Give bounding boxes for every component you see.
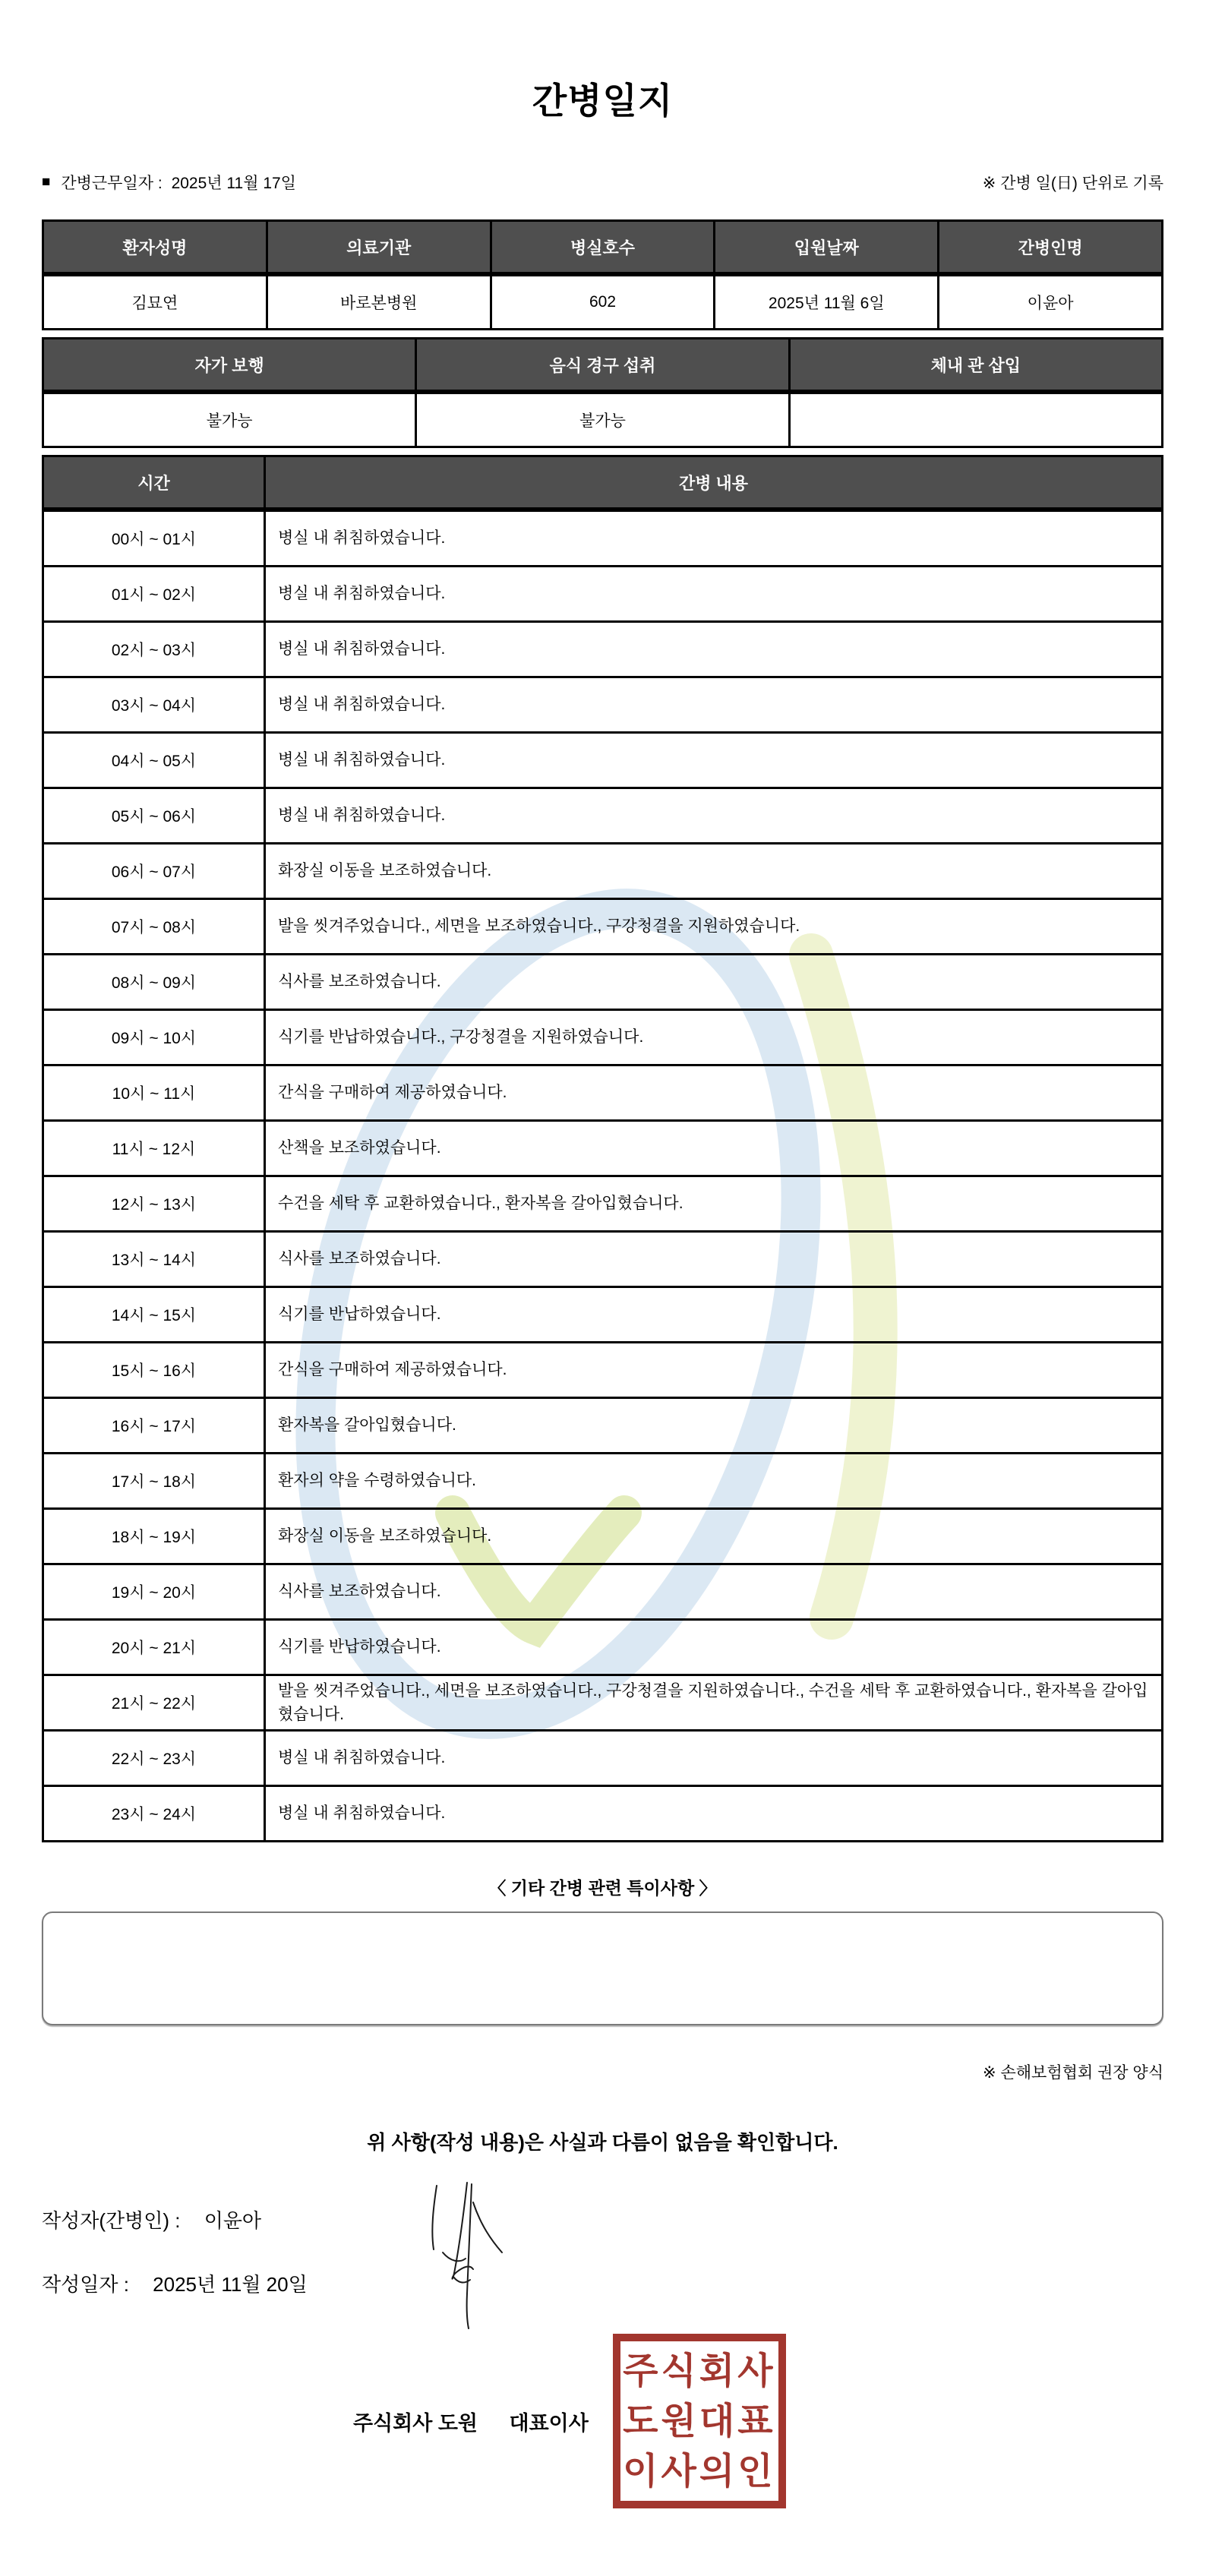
- column-header-admission-date: 입원날짜: [715, 221, 939, 275]
- care-content-cell: 병실 내 취침하였습니다.: [265, 1786, 1163, 1842]
- stamp-text-row: 주식회사: [623, 2350, 776, 2392]
- table-row: [43, 788, 1163, 844]
- patient-info-table: [42, 219, 1163, 330]
- table-row: [43, 1731, 1163, 1786]
- column-header-patient-name: 환자성명: [43, 221, 267, 275]
- time-range-cell: 18시 ~ 19시: [43, 1509, 265, 1564]
- patient-name-value: 김묘연: [43, 274, 267, 330]
- time-range-cell: 16시 ~ 17시: [43, 1398, 265, 1454]
- table-row: [43, 1786, 1163, 1842]
- corporate-seal-stamp: [613, 2334, 786, 2508]
- time-range-cell: 17시 ~ 18시: [43, 1454, 265, 1509]
- table-row: [43, 392, 1163, 447]
- written-date-value: 2025년 11월 20일: [153, 2273, 308, 2296]
- handwritten-signature: [420, 2180, 519, 2331]
- care-content-cell: 발을 씻겨주었습니다., 세면을 보조하였습니다., 구강청결을 지원하였습니다.: [265, 899, 1163, 955]
- care-content-cell: 식기를 반납하였습니다.: [265, 1287, 1163, 1343]
- care-content-cell: 식기를 반납하였습니다.: [265, 1620, 1163, 1675]
- care-content-cell: 환자복을 갈아입혔습니다.: [265, 1398, 1163, 1454]
- time-range-cell: 01시 ~ 02시: [43, 567, 265, 622]
- column-header-care-content: 간병 내용: [265, 456, 1163, 510]
- care-content-cell: 병실 내 취침하였습니다.: [265, 677, 1163, 733]
- care-content-cell: 병실 내 취침하였습니다.: [265, 788, 1163, 844]
- time-range-cell: 12시 ~ 13시: [43, 1176, 265, 1232]
- care-content-cell: 화장실 이동을 보조하였습니다.: [265, 844, 1163, 899]
- table-row: [43, 1454, 1163, 1509]
- company-seal-row: [42, 2334, 1163, 2508]
- time-range-cell: 05시 ~ 06시: [43, 788, 265, 844]
- writer-name: 이윤아: [204, 2209, 262, 2232]
- care-content-cell: 식사를 보조하였습니다.: [265, 1564, 1163, 1620]
- table-row: [43, 567, 1163, 622]
- care-content-cell: 간식을 구매하여 제공하였습니다.: [265, 1343, 1163, 1398]
- table-row: [43, 622, 1163, 677]
- table-row: [43, 899, 1163, 955]
- table-row: [43, 1176, 1163, 1232]
- ceo-label: 대표이사: [509, 2411, 589, 2435]
- medical-institution-value: 바로본병원: [267, 274, 491, 330]
- column-header-oral-intake: 음식 경구 섭취: [416, 339, 789, 393]
- care-content-cell: 병실 내 취침하였습니다.: [265, 510, 1163, 567]
- time-range-cell: 22시 ~ 23시: [43, 1731, 265, 1786]
- care-content-cell: 환자의 약을 수령하였습니다.: [265, 1454, 1163, 1509]
- time-range-cell: 03시 ~ 04시: [43, 677, 265, 733]
- table-row: [43, 1398, 1163, 1454]
- table-row: [43, 1675, 1163, 1731]
- time-range-cell: 00시 ~ 01시: [43, 510, 265, 567]
- column-header-medical-institution: 의료기관: [267, 221, 491, 275]
- company-name: 주식회사 도원: [353, 2411, 478, 2435]
- care-content-cell: 간식을 구매하여 제공하였습니다.: [265, 1065, 1163, 1121]
- care-content-cell: 식사를 보조하였습니다.: [265, 1232, 1163, 1287]
- table-row: [43, 274, 1163, 330]
- care-content-cell: 병실 내 취침하였습니다.: [265, 622, 1163, 677]
- written-date-line: [42, 2269, 1163, 2297]
- recommended-form-note: ※ 손해보험협회 권장 양식: [983, 2064, 1163, 2082]
- table-row: [43, 1509, 1163, 1564]
- duty-date-value: 2025년 11월 17일: [171, 175, 296, 192]
- time-range-cell: 08시 ~ 09시: [43, 955, 265, 1010]
- special-notes-title: 〈 기타 간병 관련 특이사항 〉: [488, 1878, 717, 1898]
- time-range-cell: 11시 ~ 12시: [43, 1121, 265, 1176]
- company-line: [42, 2407, 589, 2436]
- time-range-cell: 09시 ~ 10시: [43, 1010, 265, 1065]
- care-log-body: [43, 510, 1163, 1842]
- time-range-cell: 23시 ~ 24시: [43, 1786, 265, 1842]
- column-header-time: 시간: [43, 456, 265, 510]
- time-range-cell: 21시 ~ 22시: [43, 1675, 265, 1731]
- table-row: [43, 1121, 1163, 1176]
- duty-date-line: [42, 171, 296, 194]
- table-row: [43, 1287, 1163, 1343]
- column-header-room-number: 병실호수: [491, 221, 715, 275]
- time-range-cell: 02시 ~ 03시: [43, 622, 265, 677]
- care-content-cell: 화장실 이동을 보조하였습니다.: [265, 1509, 1163, 1564]
- care-content-cell: 식사를 보조하였습니다.: [265, 955, 1163, 1010]
- table-row: [43, 1343, 1163, 1398]
- admission-date-value: 2025년 11월 6일: [715, 274, 939, 330]
- caregiver-name-value: 이윤아: [939, 274, 1163, 330]
- column-header-tube-insertion: 체내 관 삽입: [789, 339, 1162, 393]
- written-date-label: 작성일자 :: [42, 2273, 129, 2296]
- time-range-cell: 15시 ~ 16시: [43, 1343, 265, 1398]
- table-row: [43, 1010, 1163, 1065]
- table-header-row: [43, 339, 1163, 393]
- time-range-cell: 04시 ~ 05시: [43, 733, 265, 788]
- care-content-cell: 병실 내 취침하였습니다.: [265, 1731, 1163, 1786]
- table-row: [43, 510, 1163, 567]
- care-content-cell: 발을 씻겨주었습니다., 세면을 보조하였습니다., 구강청결을 지원하였습니다., 수건을 세탁 후 교환하였습니다., 환자복을 갈아입혔습니다.: [265, 1675, 1163, 1731]
- writer-label: 작성자(간병인) :: [42, 2209, 181, 2232]
- square-bullet-icon: ■: [42, 174, 51, 190]
- meta-row: [42, 171, 1163, 194]
- room-number-value: 602: [491, 274, 715, 330]
- self-walking-value: 불가능: [43, 392, 416, 447]
- oral-intake-value: 불가능: [416, 392, 789, 447]
- care-content-cell: 병실 내 취침하였습니다.: [265, 567, 1163, 622]
- table-row: [43, 1620, 1163, 1675]
- care-content-cell: 수건을 세탁 후 교환하였습니다., 환자복을 갈아입혔습니다.: [265, 1176, 1163, 1232]
- column-header-caregiver-name: 간병인명: [939, 221, 1163, 275]
- care-content-cell: 산책을 보조하였습니다.: [265, 1121, 1163, 1176]
- time-range-cell: 07시 ~ 08시: [43, 899, 265, 955]
- time-range-cell: 06시 ~ 07시: [43, 844, 265, 899]
- table-row: [43, 955, 1163, 1010]
- table-row: [43, 1232, 1163, 1287]
- table-header-row: [43, 456, 1163, 510]
- time-range-cell: 20시 ~ 21시: [43, 1620, 265, 1675]
- time-range-cell: 19시 ~ 20시: [43, 1564, 265, 1620]
- stamp-text-row: 도원대표: [623, 2400, 776, 2442]
- time-range-cell: 10시 ~ 11시: [43, 1065, 265, 1121]
- special-notes-box[interactable]: [42, 1911, 1163, 2025]
- table-row: [43, 1564, 1163, 1620]
- patient-status-table: [42, 337, 1163, 448]
- column-header-self-walking: 자가 보행: [43, 339, 416, 393]
- writer-line: [42, 2205, 1163, 2236]
- care-content-cell: 병실 내 취침하였습니다.: [265, 733, 1163, 788]
- table-row: [43, 844, 1163, 899]
- table-row: [43, 733, 1163, 788]
- duty-date-label: 간병근무일자 :: [61, 175, 163, 192]
- stamp-text-row: 이사의인: [623, 2450, 776, 2492]
- tube-insertion-value: [789, 392, 1162, 447]
- care-log-table: [42, 455, 1163, 1842]
- time-range-cell: 14시 ~ 15시: [43, 1287, 265, 1343]
- record-unit-note: ※ 간병 일(日) 단위로 기록: [982, 175, 1163, 192]
- time-range-cell: 13시 ~ 14시: [43, 1232, 265, 1287]
- table-header-row: [43, 221, 1163, 275]
- page-title: 간병일지: [532, 80, 674, 121]
- table-row: [43, 1065, 1163, 1121]
- table-row: [43, 677, 1163, 733]
- care-content-cell: 식기를 반납하였습니다., 구강청결을 지원하였습니다.: [265, 1010, 1163, 1065]
- confirmation-statement: 위 사항(작성 내용)은 사실과 다름이 없음을 확인합니다.: [367, 2131, 838, 2154]
